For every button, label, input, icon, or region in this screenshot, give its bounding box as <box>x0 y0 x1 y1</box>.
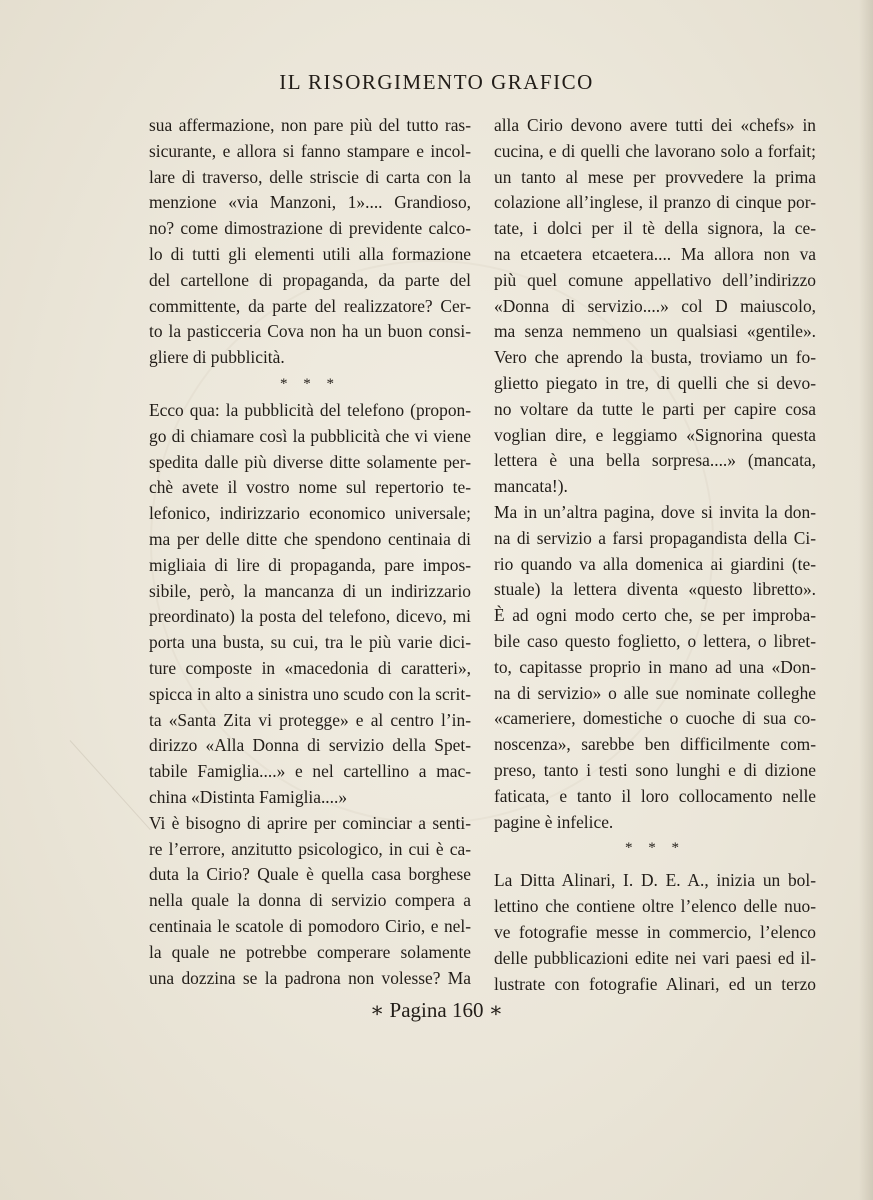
text-line: go di chiamare così la pubblicità che vi viene <box>149 425 471 446</box>
left-paragraph-3 <box>149 811 471 992</box>
text-line: spedita dalle più diverse ditte solamente per- <box>149 451 471 472</box>
text-line: na di servizio» o alle sue nominate colleghe <box>494 682 816 703</box>
text-line: delle pubblicazioni edite nei vari paesi ed il- <box>494 947 816 968</box>
text-line: Vero che aprendo la busta, troviamo un fo- <box>494 347 816 368</box>
text-line: ma senza nemmeno un qualsiasi «gentile». <box>494 321 816 342</box>
text-line: nella quale la donna di servizio compera a <box>149 890 471 911</box>
text-line: sicurante, e allora si fanno stampare e incol- <box>149 140 471 161</box>
text-line: lettino che contiene oltre l’elenco delle nuo- <box>494 896 816 917</box>
text-line: china «Distinta Famiglia....» <box>149 786 348 807</box>
text-line: una dozzina se la padrona non volesse? Ma <box>149 967 471 988</box>
text-line: «cameriere, domestiche o cuoche di sua co- <box>494 708 816 729</box>
text-line: Vi è bisogno di aprire per cominciar a senti- <box>149 812 471 833</box>
text-line: voglian dire, e leggiamo «Signorina questa <box>494 424 816 445</box>
text-line: ma per delle ditte che spendono centinaia di <box>149 528 471 549</box>
text-line: sibile, però, la mancanza di un indirizzario <box>149 580 471 601</box>
text-line: gliere di pubblicità. <box>149 347 285 368</box>
text-line: centinaia le scatole di pomodoro Cirio, e nel- <box>149 915 471 936</box>
text-line: cucina, e di quelli che lavorano solo a forfait; <box>494 140 816 161</box>
text-line: committente, da parte del realizzatore? Cer- <box>149 295 471 316</box>
text-line: bile caso questo foglietto, o lettera, o libret- <box>494 630 816 651</box>
text-line: del cartellone di propaganda, da parte del <box>149 269 471 290</box>
page-number: ∗ Pagina 160 ∗ <box>370 998 503 1022</box>
text-line: rio quando va alla domenica ai giardini (te- <box>494 553 816 574</box>
left-paragraph-1 <box>149 113 471 371</box>
text-line: alla Cirio devono avere tutti dei «chefs» in <box>494 115 816 135</box>
text-line: Ma in un’altra pagina, dove si invita la don- <box>494 501 816 522</box>
text-line: lettera è una bella sorpresa....» (mancata, <box>494 450 816 471</box>
running-head: IL RISORGIMENTO GRAFICO <box>279 70 594 94</box>
text-line: preordinato) la posta del telefono, dicevo, mi <box>149 606 471 627</box>
text-line: È ad ogni modo certo che, se per improba- <box>494 605 816 626</box>
right-column <box>494 113 816 997</box>
text-line: mancata!). <box>494 476 568 497</box>
text-line: più quel comune appellativo dell’indirizzo <box>494 269 816 290</box>
section-separator: * * * <box>625 840 685 857</box>
text-line: la quale ne potrebbe comperare solamente <box>149 941 471 962</box>
text-line: pagine è infelice. <box>494 811 614 832</box>
section-separator: * * * <box>280 375 340 392</box>
text-line: stuale) la lettera diventa «questo libretto». <box>494 579 816 600</box>
text-line: lare di traverso, delle striscie di carta con la <box>149 166 471 187</box>
text-line: na etcaetera etcaetera.... Ma allora non va <box>494 243 816 264</box>
text-line: migliaia di lire di propaganda, pare impos- <box>149 554 471 575</box>
text-line: La Ditta Alinari, I. D. E. A., inizia un bol- <box>494 870 816 891</box>
text-line: lo di tutti gli elementi utili alla formazione <box>149 243 471 264</box>
right-paragraph-1 <box>494 113 816 500</box>
text-line: ve fotografie messe in commercio, l’elenco <box>494 921 816 942</box>
text-line: no voltare da tutte le parti per capire cosa <box>494 398 816 419</box>
text-line: na di servizio a farsi propagandista della Ci- <box>494 527 816 548</box>
text-line: porta una busta, su cui, tra le più varie dici- <box>149 632 471 653</box>
left-paragraph-2 <box>149 398 471 811</box>
text-line: dirizzo «Alla Donna di servizio della Spet- <box>149 735 471 756</box>
text-line: spicca in alto a sinistra uno scudo con la scrit- <box>149 683 471 704</box>
text-line: colazione all’inglese, il pranzo di cinque por- <box>494 192 816 213</box>
text-line: glietto piegato in tre, di quelli che si devo- <box>494 372 816 393</box>
text-line: duta la Cirio? Quale è quella casa borghese <box>149 864 471 885</box>
left-column <box>149 113 471 991</box>
text-line: noscenza», sarebbe ben difficilmente com- <box>494 734 816 755</box>
text-line: Ecco qua: la pubblicità del telefono (propon- <box>149 399 471 420</box>
text-line: «Donna di servizio....» col D maiuscolo, <box>494 295 816 316</box>
text-line: to la pasticceria Cova non ha un buon consi- <box>149 321 471 342</box>
text-line: tabile Famiglia....» e nel cartellino a mac- <box>149 761 471 782</box>
text-line: chè avete il vostro nome sul repertorio te- <box>149 477 471 498</box>
text-line: tate, i dolci per il tè della signora, la ce- <box>494 218 816 239</box>
text-line: preso, tanto i testi sono lunghi e di dizione <box>494 759 816 780</box>
text-line: lefonico, indirizzario economico universale; <box>149 503 471 524</box>
scan-mark <box>70 740 151 830</box>
text-line: lustrate con fotografie Alinari, ed un terzo <box>494 973 816 994</box>
text-line: menzione «via Manzoni, 1».... Grandioso, <box>149 192 471 213</box>
text-line: ture composte in «macedonia di caratteri», <box>149 657 471 678</box>
text-line: ta «Santa Zita vi protegge» e al centro l’in- <box>149 709 471 730</box>
text-line: faticata, e tanto il loro collocamento nelle <box>494 785 816 806</box>
text-line: no? come dimostrazione di previdente calco- <box>149 218 471 239</box>
text-line: re l’errore, anzitutto psicologico, in cui è ca- <box>149 838 471 859</box>
right-paragraph-2 <box>494 500 816 835</box>
text-line: to, capitasse proprio in mano ad una «Don- <box>494 656 816 677</box>
text-line: sua affermazione, non pare più del tutto ras- <box>149 115 471 135</box>
text-line: un tanto al mese per provvedere la prima <box>494 166 816 187</box>
right-paragraph-3 <box>494 868 816 997</box>
